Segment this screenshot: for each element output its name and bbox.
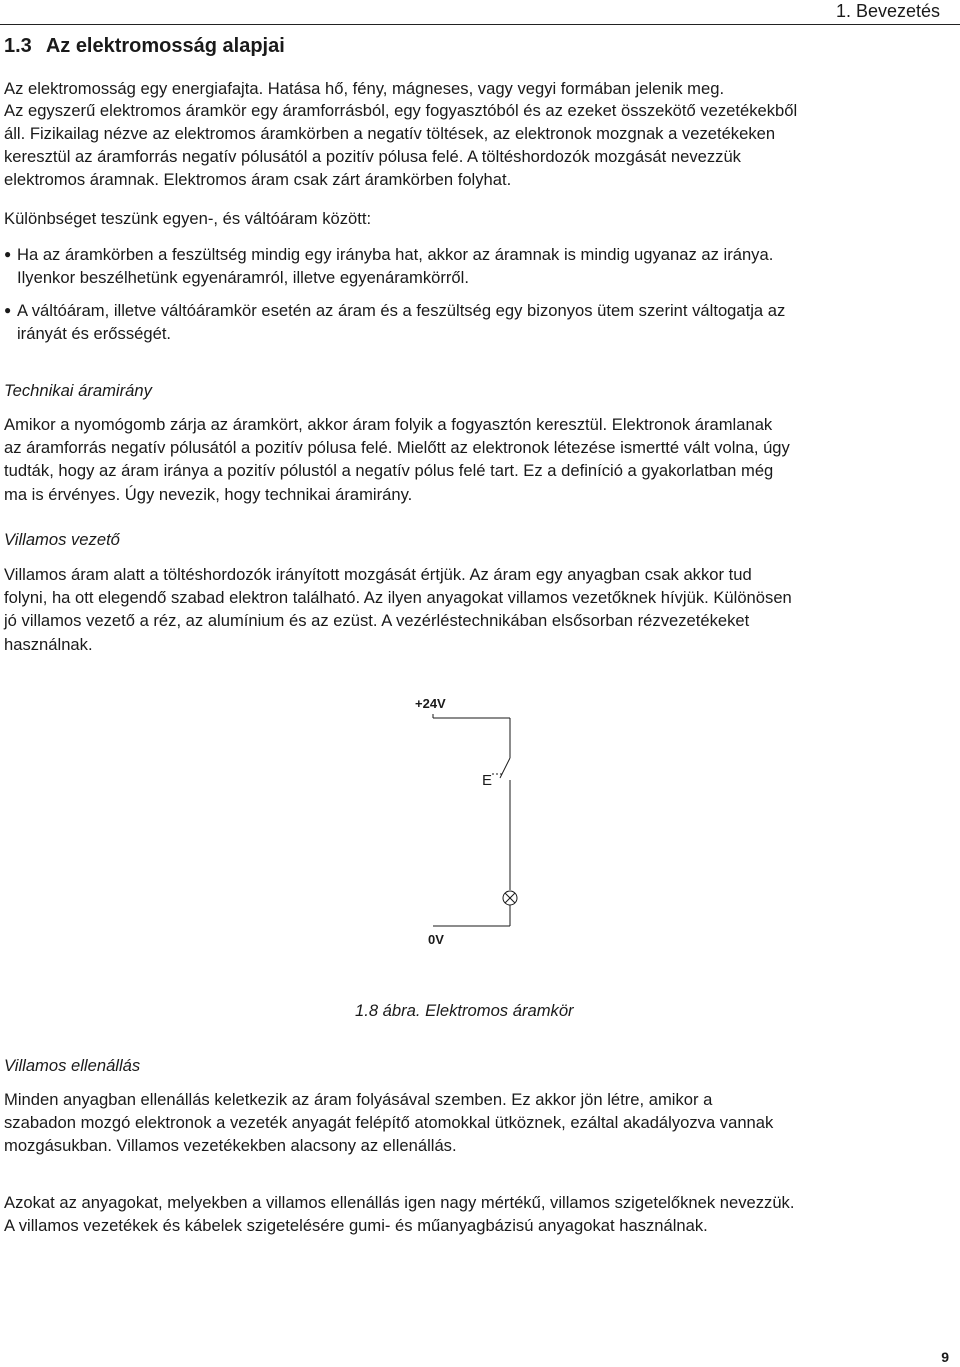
insulator-paragraph xyxy=(4,1191,954,1237)
resistance-paragraph xyxy=(4,1088,954,1158)
text-line: használnak. xyxy=(4,634,93,654)
text-line: irányát és erősségét. xyxy=(17,324,172,344)
list-item xyxy=(4,299,954,345)
subheading-conductor: Villamos vezető xyxy=(4,530,120,549)
text-line: elektromos áramnak. Elektromos áram csak zárt áramkörben folyhat. xyxy=(4,170,512,189)
chapter-title: 1. Bevezetés xyxy=(835,1,940,21)
section-title: Az elektromosság alapjai xyxy=(45,35,285,57)
list-item xyxy=(4,243,954,289)
bullet-icon: ● xyxy=(4,303,12,317)
technical-paragraph xyxy=(4,413,954,506)
switch-label: E xyxy=(482,772,493,789)
section-heading xyxy=(4,34,285,58)
text-line: Az elektromosság egy energiafajta. Hatása hő, fény, mágneses, vagy vegyi formában jelenik meg. xyxy=(4,79,725,98)
ground-label: 0V xyxy=(428,932,444,947)
text-line: jó villamos vezető a réz, az alumínium és az ezüst. A vezérléstechnikában elsősorban rézvezetékeket xyxy=(4,611,750,631)
intro-paragraph xyxy=(4,78,954,191)
conductor-paragraph xyxy=(4,563,954,656)
text-line: folyni, ha ott elegendő szabad elektron található. Az ilyen anyagokat villamos vezetőknek hívjük. Különösen xyxy=(4,588,792,608)
header-divider xyxy=(0,24,960,25)
text-line: Villamos áram alatt a töltéshordozók irányított mozgását értjük. Az áram egy anyagban csak akkor tud xyxy=(4,565,752,584)
section-number: 1.3 xyxy=(4,35,32,57)
text-line: mozgásukban. Villamos vezetékekben alacsony az ellenállás. xyxy=(4,1136,457,1156)
text-line: Ilyenkor beszélhetünk egyenáramról, illetve egyenáramkörről. xyxy=(17,268,469,288)
text-line: ma is érvényes. Úgy nevezik, hogy technikai áramirány. xyxy=(4,484,413,504)
text-line: Azokat az anyagokat, melyekben a villamos ellenállás igen nagy mértékű, villamos szigetelőknek nevezzük. xyxy=(4,1193,795,1212)
subheading-technical: Technikai áramirány xyxy=(4,381,152,400)
text-line: keresztül az áramforrás negatív pólusától a pozitív pólusa felé. A töltéshordozók mozgását nevezzük xyxy=(4,147,741,166)
circuit-diagram xyxy=(400,690,520,950)
text-line: tudták, hogy az áram iránya a pozitív pólustól a negatív pólus felé tart. Ez a definíció a gyakorlatban még xyxy=(4,461,774,481)
text-line: Az egyszerű elektromos áramkör egy áramforrásból, egy fogyasztóból és az ezeket összekötő vezetékekből xyxy=(4,101,798,120)
text-line: A villamos vezetékek és kábelek szigetelésére gumi- és műanyagbázisú anyagokat használnak. xyxy=(4,1216,708,1236)
bullet-icon: ● xyxy=(4,247,12,261)
text-line: Amikor a nyomógomb zárja az áramkört, akkor áram folyik a fogyasztón keresztül. Elektronok áramlanak xyxy=(4,415,773,434)
supply-label: +24V xyxy=(415,696,446,711)
text-line: A váltóáram, illetve váltóáramkör esetén az áram és a feszültség egy bizonyos ütem szerint váltogatja az xyxy=(17,301,786,320)
text-line: Minden anyagban ellenállás keletkezik az áram folyásával szemben. Ez akkor jön létre, amikor a xyxy=(4,1090,713,1109)
page-number: 9 xyxy=(941,1349,949,1365)
text-line: az áramforrás negatív pólusától a pozitív pólusa felé. Mielőtt az elektronok létezése ismertté vált volna, úgy xyxy=(4,438,790,458)
text-line: szabadon mozgó elektronok a vezeték anyagát felépítő atomokkal ütköznek, ezáltal akadályozva vannak xyxy=(4,1113,774,1133)
switch-contact xyxy=(500,758,510,778)
subheading-resistance: Villamos ellenállás xyxy=(4,1056,141,1075)
difference-text: Különbséget teszünk egyen-, és váltóáram között: xyxy=(4,209,372,228)
text-line: Ha az áramkörben a feszültség mindig egy irányba hat, akkor az áramnak is mindig ugyanaz az iránya. xyxy=(17,245,774,264)
text-line: áll. Fizikailag nézve az elektromos áramkörben a negatív töltések, az elektronok mozgnak a vezetékeken xyxy=(4,124,776,143)
figure-caption: 1.8 ábra. Elektromos áramkör xyxy=(355,1001,574,1020)
